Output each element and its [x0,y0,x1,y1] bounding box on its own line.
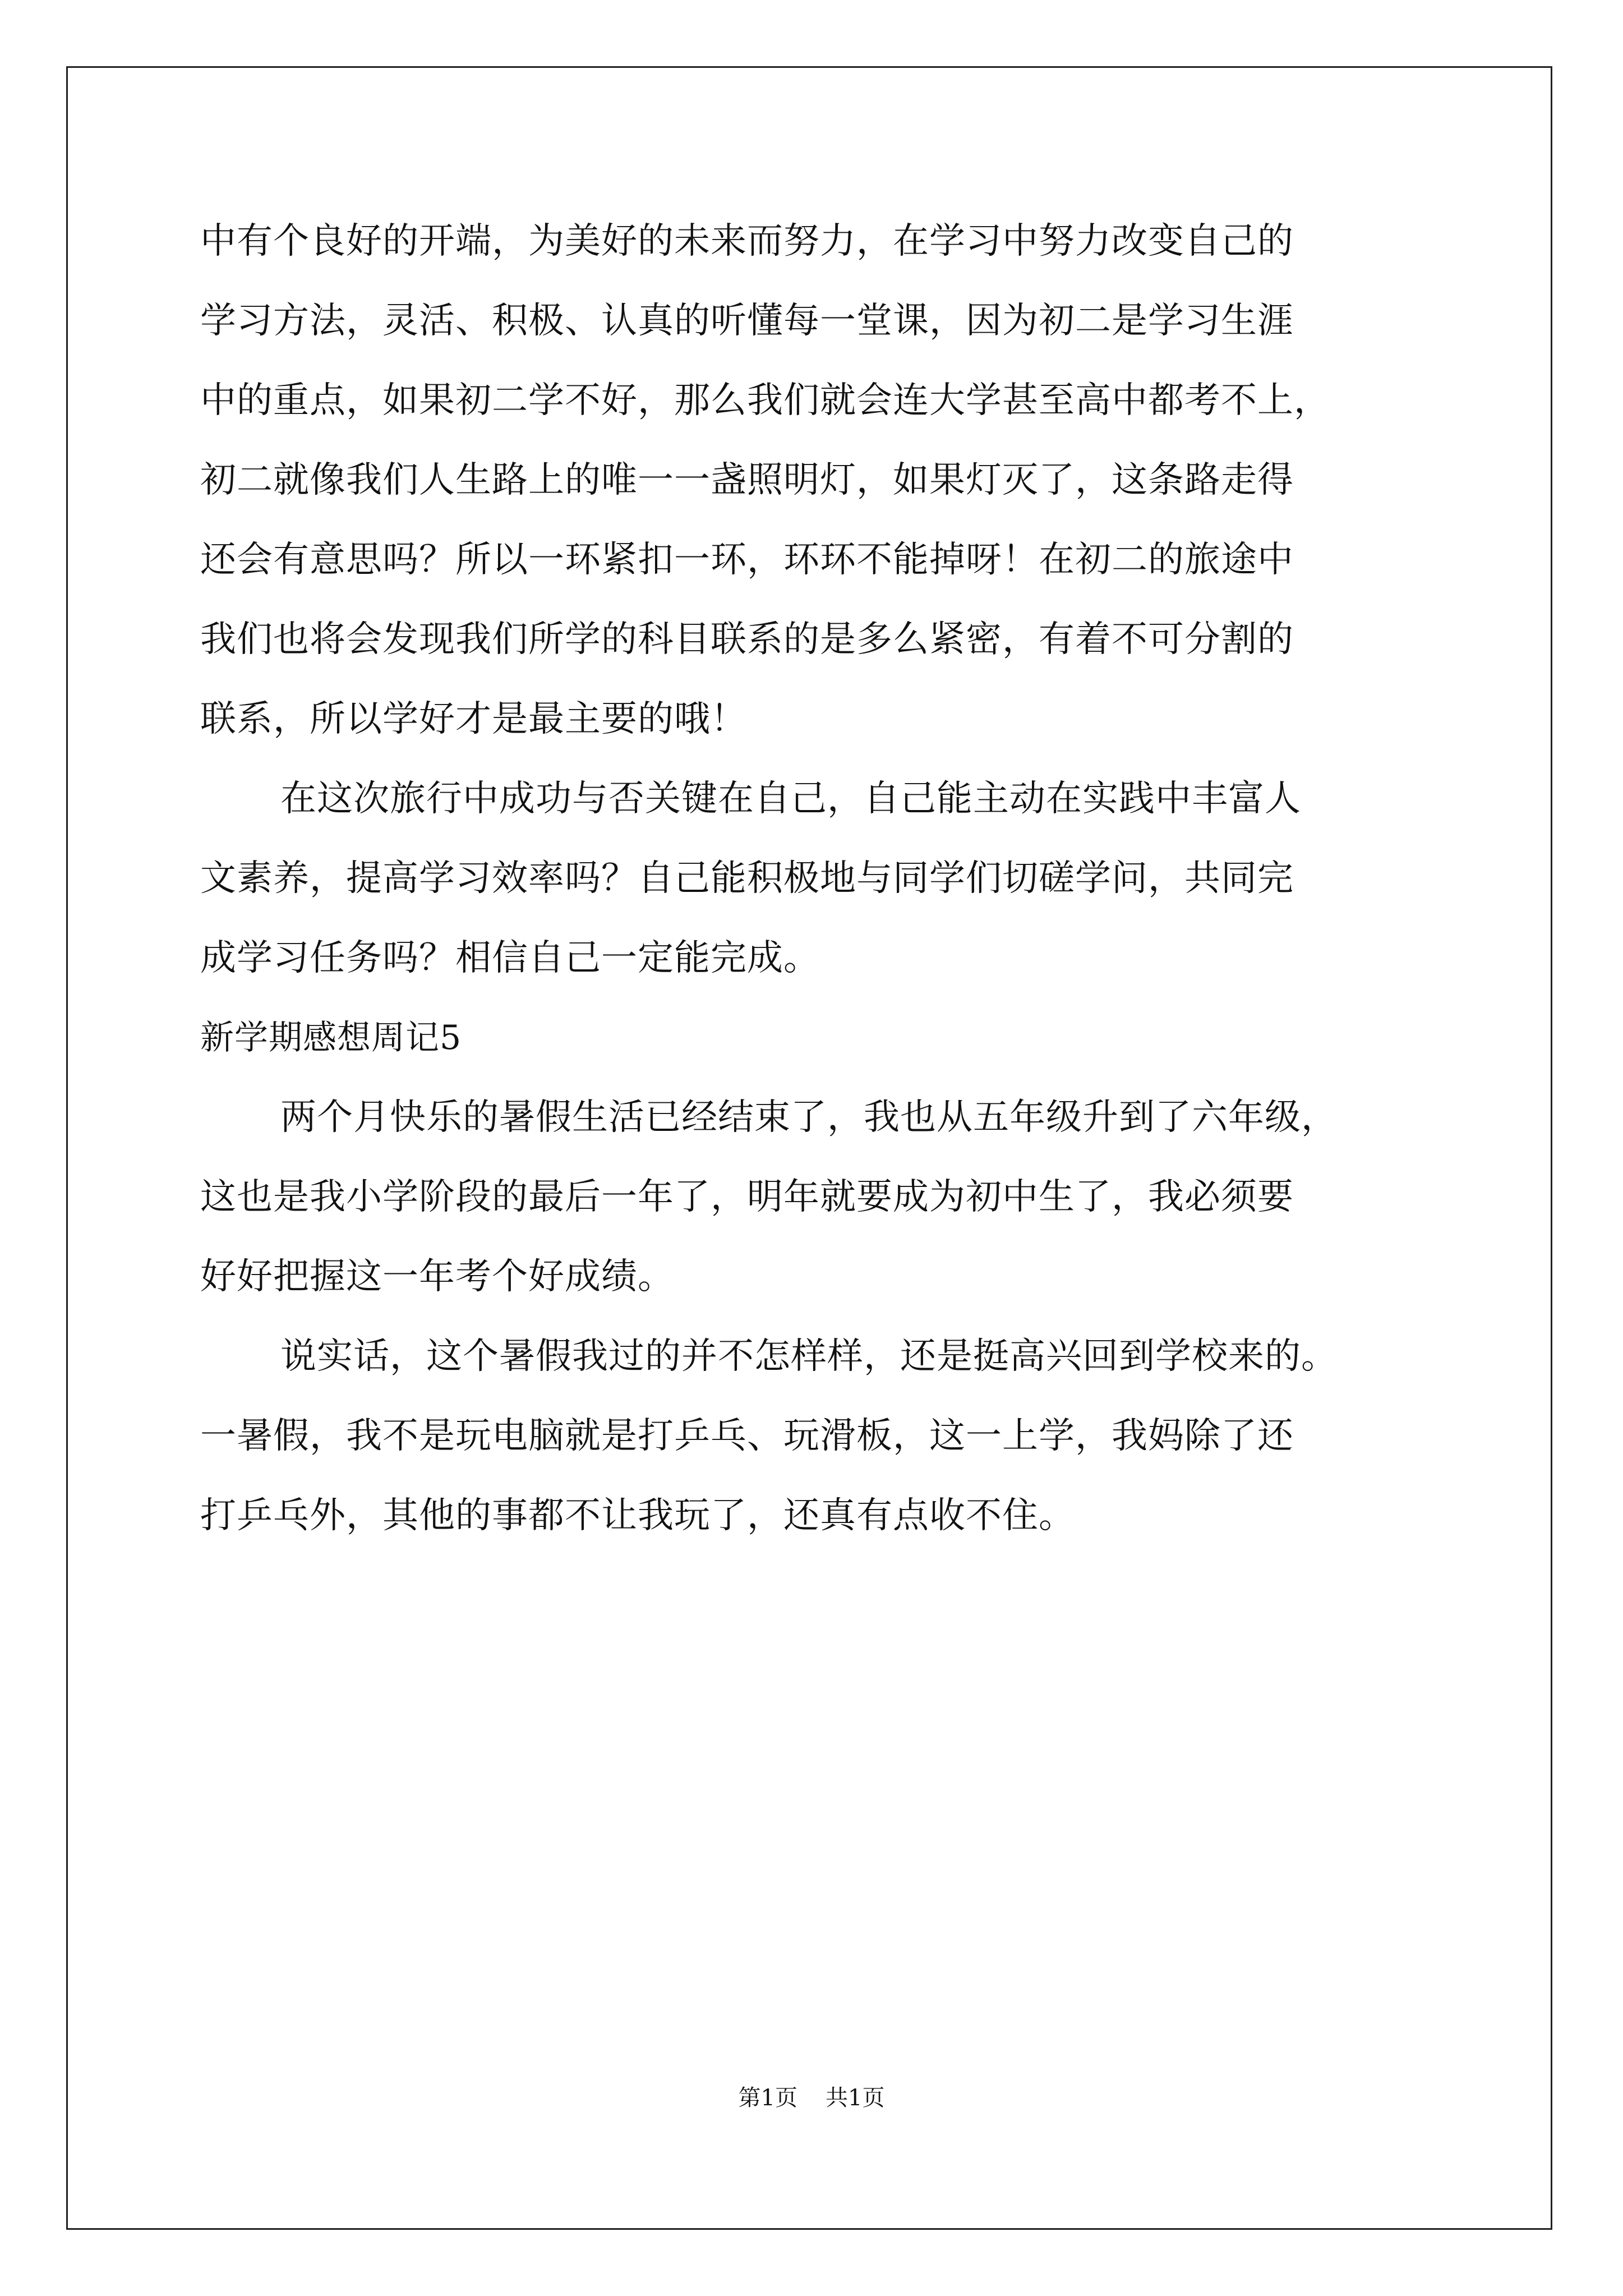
section-heading: 新学期感想周记5 [200,1018,462,1057]
page-total: 共1页 [826,2085,885,2111]
paragraph-line: 学习方法，灵活、积极、认真的听懂每一堂课，因为初二是学习生涯 [200,300,1294,342]
paragraph-line: 说实话，这个暑假我过的并不怎样样，还是挺高兴回到学校来的。 [280,1336,1338,1377]
paragraph-line: 中有个良好的开端，为美好的未来而努力，在学习中努力改变自己的 [200,220,1294,262]
paragraph-line: 联系，所以学好才是最主要的哦！ [200,698,747,740]
paragraph-line: 文素养，提高学习效率吗？自己能积极地与同学们切磋学问，共同完 [200,858,1294,899]
paragraph-line: 在这次旅行中成功与否关键在自己，自己能主动在实践中丰富人 [280,778,1301,820]
page-number: 第1页 [738,2085,797,2111]
paragraph-line: 两个月快乐的暑假生活已经结束了，我也从五年级升到了六年级， [280,1097,1338,1138]
paragraph-line: 中的重点，如果初二学不好，那么我们就会连大学甚至高中都考不上， [200,380,1330,421]
paragraph-line: 好好把握这一年考个好成绩。 [200,1256,674,1297]
paragraph-line: 我们也将会发现我们所学的科目联系的是多么紧密，有着不可分割的 [200,619,1294,660]
paragraph-line: 一暑假，我不是玩电脑就是打乒乓、玩滑板，这一上学，我妈除了还 [200,1415,1294,1457]
paragraph-line: 还会有意思吗？所以一环紧扣一环，环环不能掉呀！在初二的旅途中 [200,539,1294,581]
paragraph-line: 这也是我小学阶段的最后一年了，明年就要成为初中生了，我必须要 [200,1176,1294,1218]
paragraph-line: 打乒乓外，其他的事都不让我玩了，还真有点收不住。 [200,1495,1075,1536]
paragraph-line: 成学习任务吗？相信自己一定能完成。 [200,937,820,979]
paragraph-line: 初二就像我们人生路上的唯一一盏照明灯，如果灯灭了，这条路走得 [200,459,1294,501]
page-footer [0,2081,1623,2115]
